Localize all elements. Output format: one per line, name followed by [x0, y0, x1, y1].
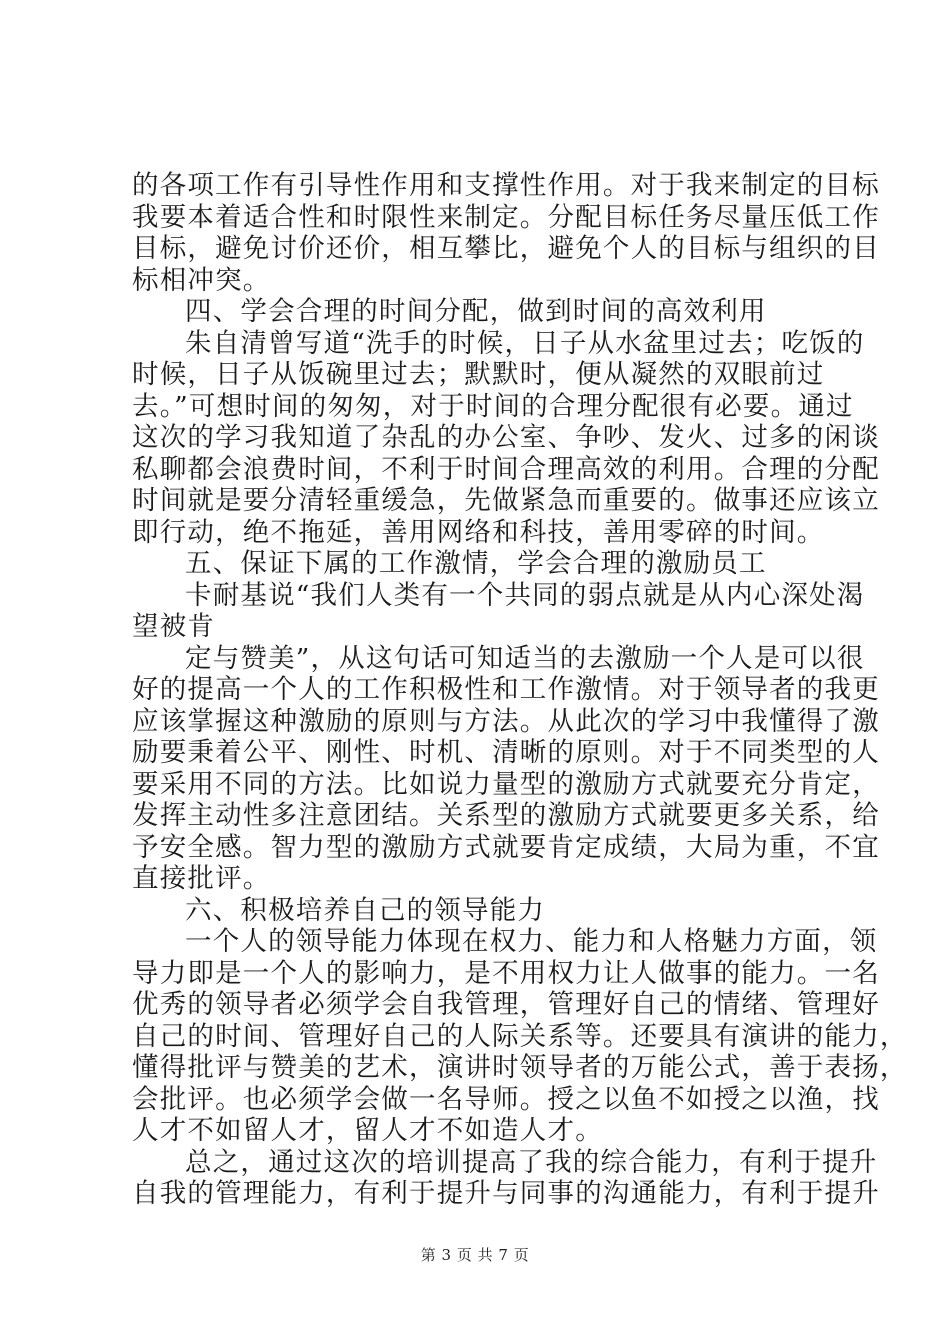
page-footer: 第 3 页 共 7 页 [420, 1246, 530, 1264]
text-line: 励要秉着公平、刚性、时机、清晰的原则。对于不同类型的人 [132, 737, 880, 768]
text-line: 六、积极培养自己的领导能力 [185, 894, 546, 926]
text-line: 时候，日子从饭碗里过去；默默时，便从凝然的双眼前过 [132, 359, 825, 390]
text-line: 发挥主动性多注意团结。关系型的激励方式就要更多关系，给 [132, 800, 880, 831]
text-line: 应该掌握这种激励的原则与方法。从此次的学习中我懂得了激 [132, 705, 880, 737]
text-line: 的各项工作有引导性作用和支撑性作用。对于我来制定的目标 [132, 170, 880, 201]
text-line: 目标，避免讨价还价，相互攀比，避免个人的目标与组织的目 [132, 233, 880, 264]
text-line: 自我的管理能力，有利于提升与同事的沟通能力，有利于提升 [132, 1178, 880, 1209]
text-line: 定与赞美”，从这句话可知适当的去激励一个人是可以很 [185, 642, 865, 674]
text-line: 懂得批评与赞美的艺术，演讲时领导者的万能公式，善于表扬， [132, 1052, 908, 1083]
text-line: 标相冲突。 [132, 264, 271, 296]
text-line: 优秀的领导者必须学会自我管理，管理好自己的情绪、管理好 [132, 989, 880, 1020]
text-line: 会批评。也必须学会做一名导师。授之以鱼不如授之以渔，找 [132, 1083, 880, 1115]
text-line: 予安全感。智力型的激励方式就要肯定成绩，大局为重，不宜 [132, 831, 880, 863]
text-line: 时间就是要分清轻重缓急，先做紧急而重要的。做事还应该立 [132, 485, 880, 516]
text-line: 私聊都会浪费时间，不利于时间合理高效的利用。合理的分配 [132, 453, 880, 485]
text-line: 要采用不同的方法。比如说力量型的激励方式就要充分肯定， [132, 768, 880, 800]
text-line: 导力即是一个人的影响力，是不用权力让人做事的能力。一名 [132, 957, 880, 989]
text-line: 一个人的领导能力体现在权力、能力和人格魅力方面，领 [185, 926, 878, 957]
text-line: 直接批评。 [132, 863, 271, 894]
text-line: 好的提高一个人的工作积极性和工作激情。对于领导者的我更 [132, 674, 880, 705]
text-line: 四、学会合理的时间分配，做到时间的高效利用 [185, 296, 767, 327]
text-line: 去。”可想时间的匆匆，对于时间的合理分配很有必要。通过 [132, 390, 854, 422]
text-line: 自己的时间、管理好自己的人际关系等。还要具有演讲的能力， [132, 1020, 908, 1052]
text-line: 朱自清曾写道“洗手的时候，日子从水盆里过去；吃饭的 [185, 327, 865, 359]
text-line: 总之，通过这次的培训提高了我的综合能力，有利于提升 [185, 1146, 878, 1178]
text-line: 我要本着适合性和时限性来制定。分配目标任务尽量压低工作 [132, 201, 880, 233]
text-line: 望被肯 [132, 611, 216, 642]
text-line: 即行动，绝不拖延，善用网络和科技，善用零碎的时间。 [132, 516, 825, 548]
text-line: 这次的学习我知道了杂乱的办公室、争吵、发火、过多的闲谈 [132, 422, 880, 453]
text-line: 卡耐基说“我们人类有一个共同的弱点就是从内心深处渴 [185, 579, 865, 611]
text-line: 五、保证下属的工作激情，学会合理的激励员工 [185, 548, 767, 579]
text-line: 人才不如留人才，留人才不如造人才。 [132, 1115, 603, 1146]
body-text [132, 170, 908, 1210]
